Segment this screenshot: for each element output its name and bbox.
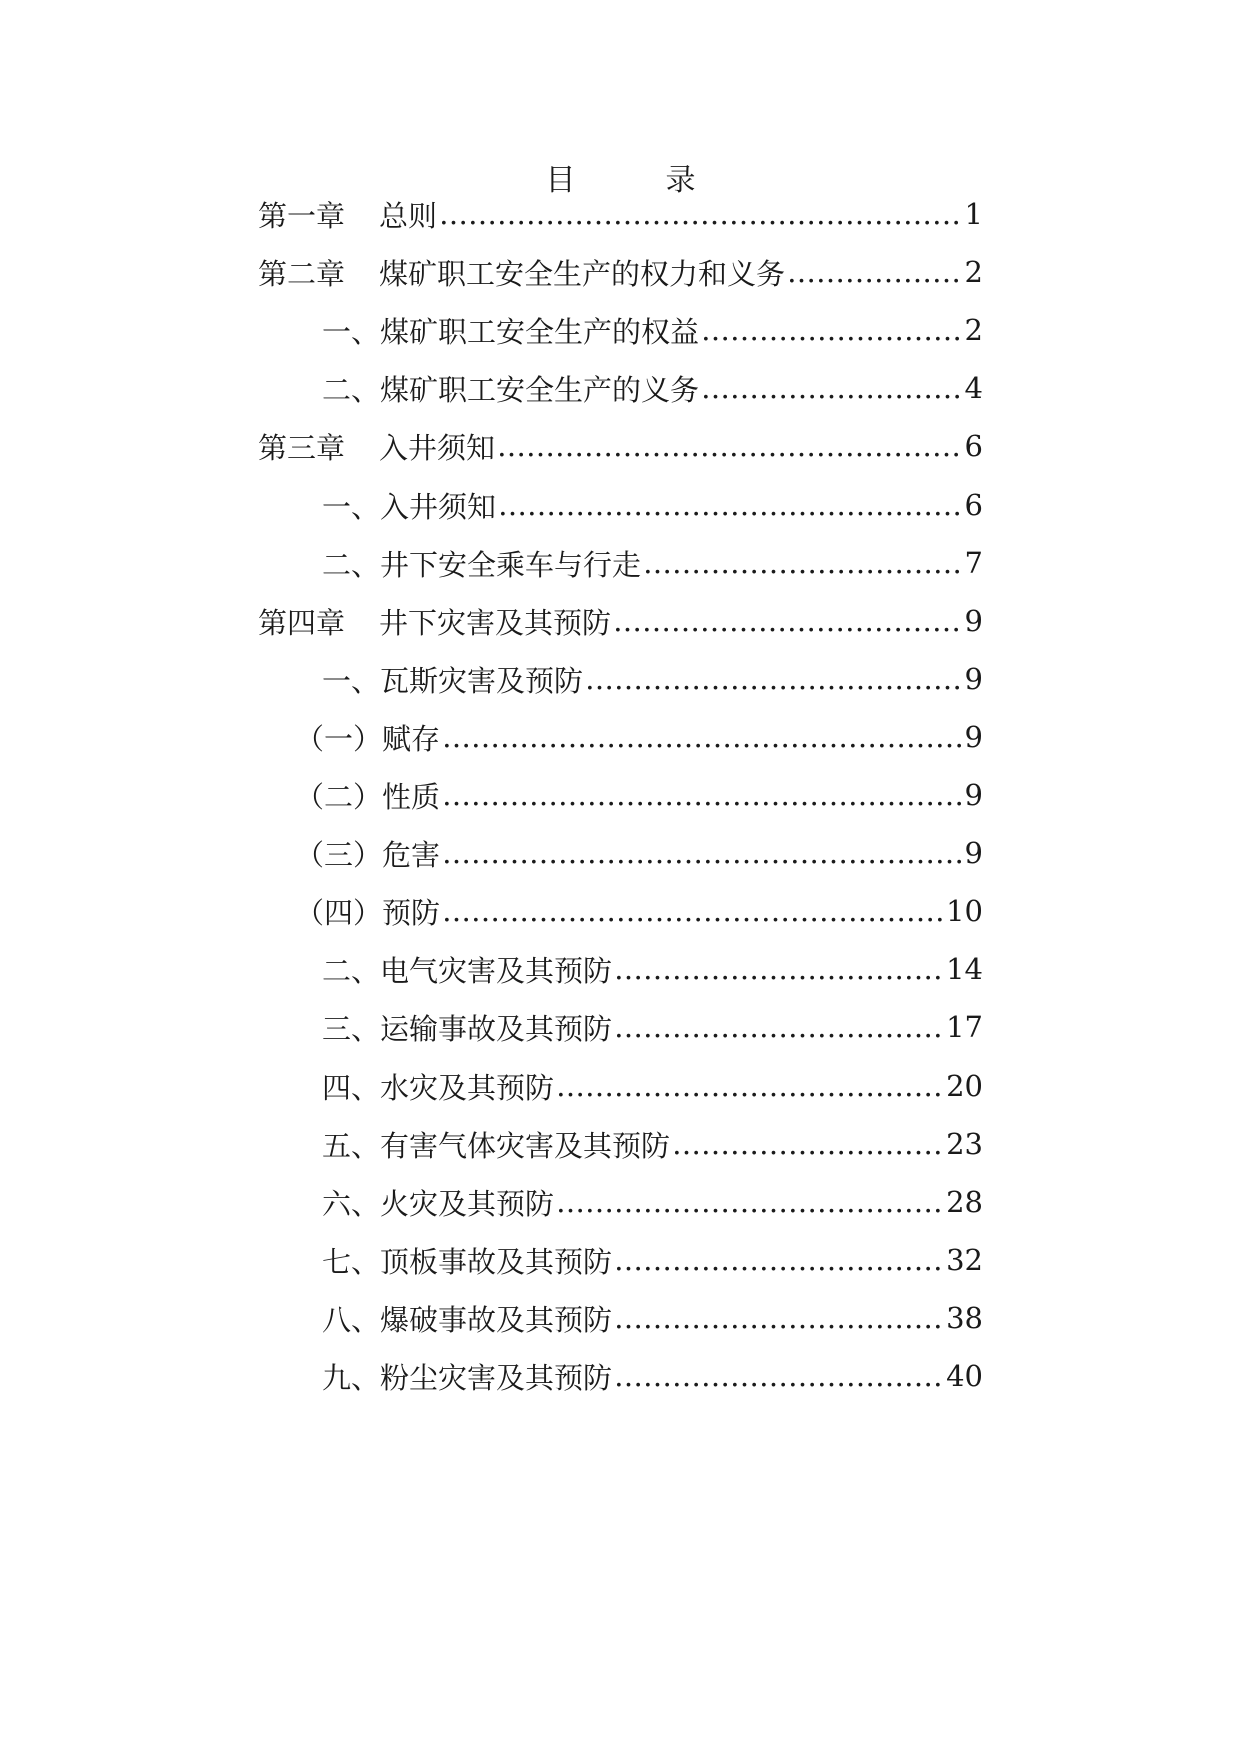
toc-page-number: 32: [946, 1243, 983, 1277]
toc-entry[interactable]: [295, 717, 983, 757]
toc-page-number: 20: [946, 1069, 983, 1103]
toc-chapter-number: 第二章: [258, 256, 346, 291]
dot-leader: [614, 949, 944, 989]
toc-entry-text: 煤矿职工安全生产的权力和义务: [379, 256, 786, 291]
toc-page-number: 28: [946, 1185, 983, 1219]
toc-entry[interactable]: [322, 659, 983, 699]
toc-entry[interactable]: [258, 601, 983, 641]
dot-leader: [442, 833, 963, 873]
toc-page-number: 7: [964, 546, 983, 580]
toc-page-number: 2: [964, 255, 983, 289]
toc-entry-text: 七、顶板事故及其预防: [322, 1244, 613, 1279]
toc-entry-label: [322, 543, 641, 584]
toc-entry-label: [322, 485, 496, 526]
toc-entry-label: [295, 717, 440, 758]
toc-page-number: 9: [964, 662, 983, 696]
dot-leader: [585, 659, 963, 699]
dot-leader: [442, 891, 944, 931]
dot-leader: [614, 1240, 944, 1280]
toc-entry[interactable]: [322, 543, 983, 583]
toc-entry[interactable]: [322, 485, 983, 525]
toc-entry[interactable]: [322, 368, 983, 408]
toc-entry-text: 二、煤矿职工安全生产的义务: [322, 372, 700, 407]
toc-entry-text: （三）危害: [295, 837, 441, 872]
toc-entry-label: [295, 891, 440, 932]
toc-entry-label: [322, 1356, 612, 1397]
dot-leader: [614, 1298, 944, 1338]
dot-leader: [442, 775, 963, 815]
toc-entry-text: 一、瓦斯灾害及预防: [322, 663, 584, 698]
toc-chapter-number: 第三章: [258, 430, 346, 465]
toc-page-number: 9: [964, 720, 983, 754]
toc-entry-text: 九、粉尘灾害及其预防: [322, 1360, 613, 1395]
toc-entry[interactable]: [322, 1298, 983, 1338]
toc-title-char-2: 录: [665, 163, 696, 198]
toc-entry[interactable]: [322, 1066, 983, 1106]
toc-entry-text: （二）性质: [295, 779, 441, 814]
toc-page-number: 2: [964, 313, 983, 347]
toc-entry[interactable]: [322, 1356, 983, 1396]
toc-entry[interactable]: [295, 775, 983, 815]
dot-leader: [439, 194, 963, 234]
toc-entry[interactable]: [322, 1124, 983, 1164]
toc-entry-text: 五、有害气体灾害及其预防: [322, 1128, 671, 1163]
toc-entry-label: [322, 1124, 670, 1165]
toc-entry[interactable]: [258, 426, 983, 466]
toc-entry[interactable]: [322, 949, 983, 989]
toc-page-number: 9: [964, 836, 983, 870]
toc-entry[interactable]: [322, 1007, 983, 1047]
toc-entry-label: [258, 194, 437, 235]
dot-leader: [614, 1356, 944, 1396]
dot-leader: [556, 1182, 944, 1222]
dot-leader: [787, 252, 963, 292]
toc-chapter-number: 第一章: [258, 198, 346, 233]
toc-page-number: 4: [964, 371, 983, 405]
dot-leader: [701, 368, 963, 408]
toc-page-number: 6: [964, 488, 983, 522]
dot-leader: [672, 1124, 944, 1164]
dot-leader: [556, 1066, 944, 1106]
toc-entry-text: （四）预防: [295, 895, 441, 930]
dot-leader: [497, 426, 963, 466]
toc-page-number: 17: [946, 1010, 983, 1044]
toc-entry-text: 一、入井须知: [322, 489, 497, 524]
toc-entry-label: [295, 775, 440, 816]
toc-entry[interactable]: [295, 891, 983, 931]
toc-entry-text: 井下灾害及其预防: [379, 605, 612, 640]
toc-title: [0, 155, 1241, 199]
toc-entry-label: [258, 252, 785, 293]
toc-page-number: 1: [964, 197, 983, 231]
toc-entry[interactable]: [258, 194, 983, 234]
dot-leader: [643, 543, 963, 583]
toc-entry-label: [322, 1240, 612, 1281]
toc-entry-label: [322, 659, 583, 700]
toc-page-number: 10: [946, 894, 983, 928]
toc-entry-text: 二、井下安全乘车与行走: [322, 547, 642, 582]
toc-page-number: 14: [946, 952, 983, 986]
toc-page-number: 9: [964, 778, 983, 812]
dot-leader: [442, 717, 963, 757]
toc-page-number: 38: [946, 1301, 983, 1335]
toc-entry-text: 六、火灾及其预防: [322, 1186, 555, 1221]
toc-entry-text: 八、爆破事故及其预防: [322, 1302, 613, 1337]
toc-entry-label: [295, 833, 440, 874]
toc-entry-label: [322, 310, 699, 351]
toc-entry-label: [258, 601, 611, 642]
toc-entry[interactable]: [322, 1182, 983, 1222]
dot-leader: [613, 601, 963, 641]
dot-leader: [614, 1007, 944, 1047]
toc-entry-label: [322, 949, 612, 990]
toc-title-char-1: 目: [545, 163, 576, 198]
toc-entry-text: 四、水灾及其预防: [322, 1070, 555, 1105]
toc-entry-label: [258, 426, 495, 467]
toc-chapter-number: 第四章: [258, 605, 346, 640]
toc-entry-label: [322, 1007, 612, 1048]
toc-entry-label: [322, 1066, 554, 1107]
toc-entry-text: 二、电气灾害及其预防: [322, 953, 613, 988]
dot-leader: [498, 485, 963, 525]
toc-entry[interactable]: [258, 252, 983, 292]
toc-entry-label: [322, 1298, 612, 1339]
toc-page-number: 6: [964, 429, 983, 463]
toc-entry[interactable]: [322, 310, 983, 350]
toc-entry-text: 入井须知: [379, 430, 496, 465]
toc-page-number: 40: [946, 1359, 983, 1393]
dot-leader: [701, 310, 963, 350]
toc-page-number: 9: [964, 604, 983, 638]
toc-entry-text: 一、煤矿职工安全生产的权益: [322, 314, 700, 349]
toc-entry-text: 三、运输事故及其预防: [322, 1011, 613, 1046]
toc-page-number: 23: [946, 1127, 983, 1161]
toc-entry-label: [322, 368, 699, 409]
toc-entry-text: （一）赋存: [295, 721, 441, 756]
toc-entry-text: 总则: [379, 198, 438, 233]
toc-entry[interactable]: [295, 833, 983, 873]
toc-entry-label: [322, 1182, 554, 1223]
toc-entry[interactable]: [322, 1240, 983, 1280]
